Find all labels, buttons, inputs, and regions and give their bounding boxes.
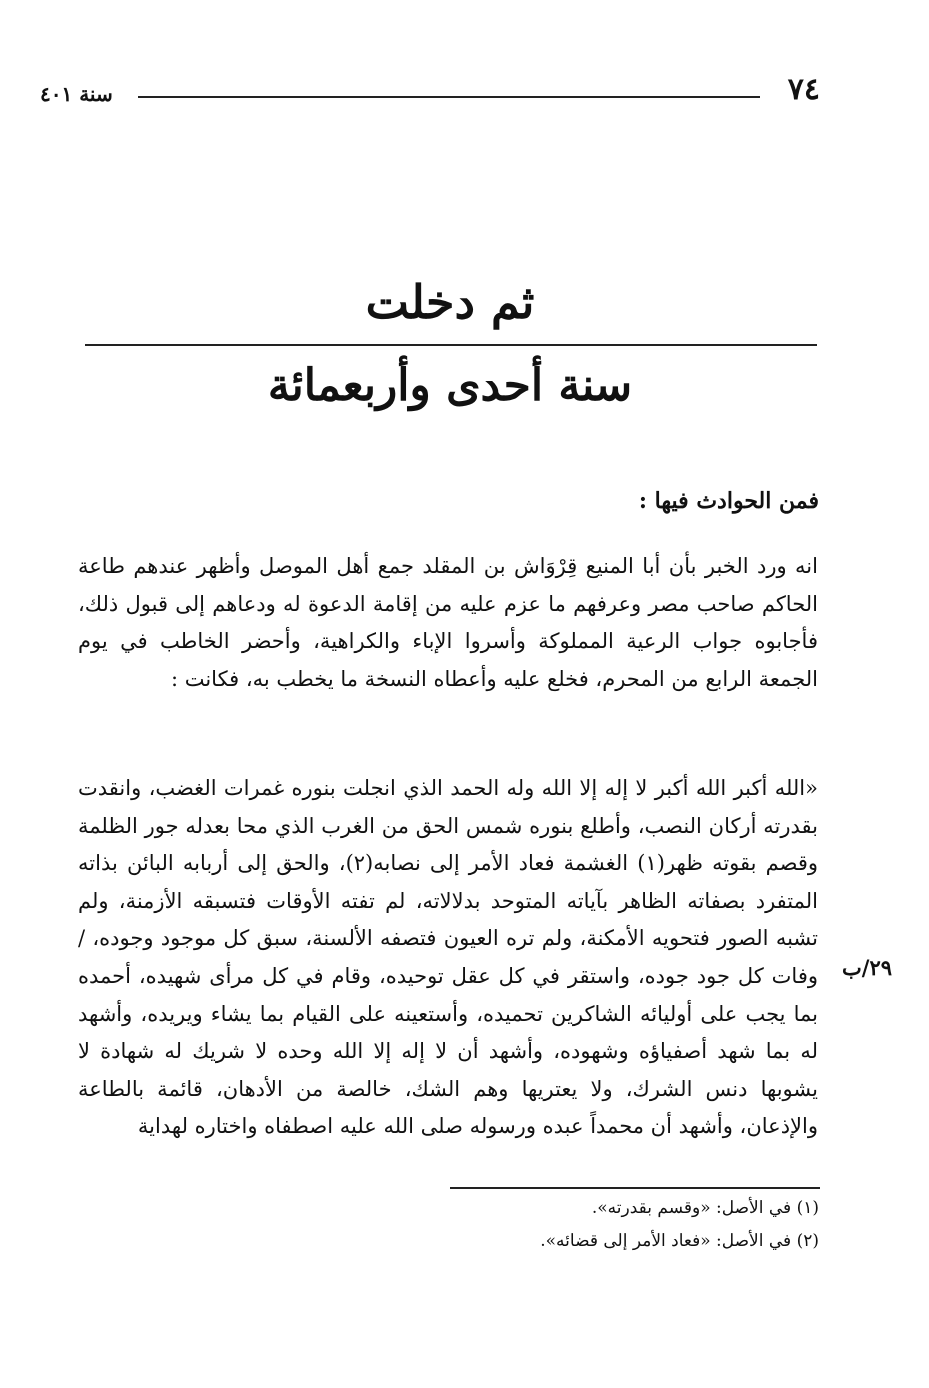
footnote-1: (١) في الأصل: «وقسم بقدرته». — [591, 1198, 819, 1218]
paragraph-2-text: «الله أكبر الله أكبر لا إله إلا الله وله الحمد الذي انجلت بنوره غمرات الغضب، وانقدت بقدرته أركان النصب، وأطلع بنوره شمس الحق من الغرب الذي محا بعدله جور الظلمة وقصم بقوته ظهر(١) الغشمة فعاد الأمر إلى نصابه(٢)، والحق إلى أربابه البائن بذاته المتفرد بصفاته الظاهر بآياته المتوحد بدلالاته، لم تفته الأوقات فتسبقه الأزمنة، ولم تشبه الصور فتحويه الأمكنة، ولم تره العيون فتصفه الألسنة، سبق كل موجود وجوده، / وفات كل جود جوده، واستقر في كل عقل توحيده، وقام في كل مرأى شهيده، أحمده بما يجب على أوليائه الشاكرين تحميده، وأستعينه على القيام بما يشاء ويريده، وأشهد له بما شهد أصفياؤه وشهوده، وأشهد أن لا إله إلا الله وحده لا شريك له شهادة لا يشوبها دنس الشرك، ولا يعتريها وهم الشك، خالصة من الأدهان، قائمة بالطاعة والإذعان، وأشهد أن محمداً عبده ورسوله صلى الله عليه اصطفاه واختاره لهداية — [78, 776, 818, 1139]
paragraph-1 — [78, 548, 818, 698]
header-year-label: سنة ٤٠١ — [40, 82, 113, 106]
section-lead: فمن الحوادث فيها : — [638, 488, 819, 514]
footnote-2: (٢) في الأصل: «فعاد الأمر إلى قضائه». — [540, 1231, 819, 1251]
chapter-title-line1: ثم دخلت — [365, 275, 535, 329]
title-divider — [85, 344, 817, 346]
footnote-divider — [450, 1187, 820, 1189]
margin-folio-note: ٢٩/ب — [842, 955, 893, 980]
chapter-title-line2: سنة أحدى وأربعمائة — [267, 360, 633, 411]
paragraph-1-text: انه ورد الخبر بأن أبا المنيع قِرْوَاش بن المقلد جمع أهل الموصل وأظهر عندهم طاعة الحاكم صاحب مصر وعرفهم ما عزم عليه من إقامة الدعوة له ودعاهم إلى قبول ذلك، فأجابوه جواب الرعية المملوكة وأسروا الإباء والكراهية، وأحضر الخاطب في يوم الجمعة الرابع من المحرم، فخلع عليه وأعطاه النسخة ما يخطب به، فكانت : — [78, 554, 818, 691]
page-number: ٧٤ — [787, 72, 820, 107]
running-header — [40, 70, 820, 110]
paragraph-2 — [78, 770, 818, 1146]
header-rule — [138, 96, 760, 98]
footnotes — [540, 1192, 819, 1258]
